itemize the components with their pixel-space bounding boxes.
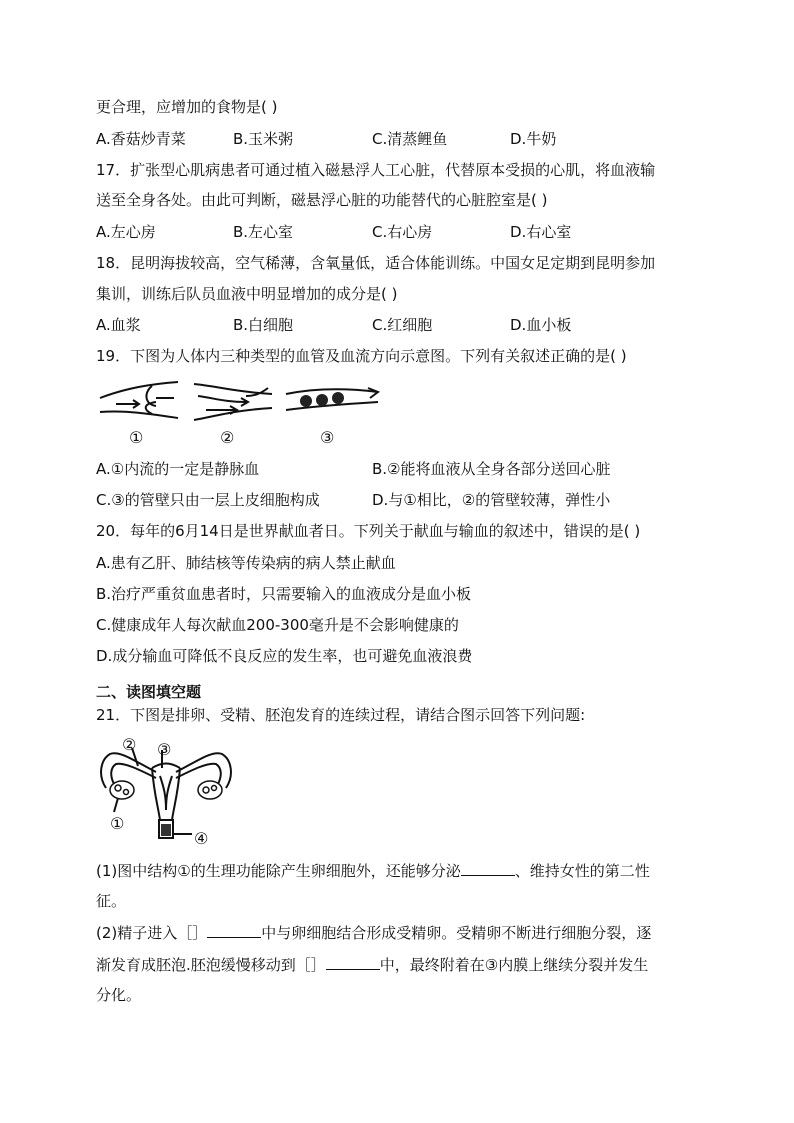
figure-label-4: ④ [194,829,209,848]
figure-label-2: ② [122,735,137,754]
vessel-label-2: ② [220,428,235,447]
q19-option-a: A.①内流的一定是静脉血 [96,460,260,478]
q16-stem: 更合理，应增加的食物是( ) [96,98,278,116]
vessel-3-diagram [286,388,378,410]
ovary-left [110,781,134,799]
vessel-1-diagram [100,382,178,418]
q20-stem: 20．每年的6月14日是世界献血者日。下列关于献血与输血的叙述中，错误的是( ) [96,522,641,540]
vagina-fill [161,824,171,836]
q17-option-c: C.右心房 [372,223,433,241]
q21-part2-text-a: (2)精子进入［］ [96,924,208,942]
figure-label-3: ③ [157,740,172,759]
q16-option-d: D.牛奶 [510,130,557,148]
q21-stem: 21．下图是排卵、受精、胚泡发育的连续过程，请结合图示回答下列问题: [96,706,586,724]
q21-part1-line1 [96,860,650,881]
q17-option-d: D.右心室 [510,223,572,241]
q16-option-a: A.香菇炒青菜 [96,130,186,148]
q21-part2-line3: 分化。 [96,986,142,1004]
q18-option-d: D.血小板 [510,316,572,334]
figure-label-1: ① [110,814,125,833]
q16-option-c: C.清蒸鲤鱼 [372,130,448,148]
q18-option-b: B.白细胞 [233,316,294,334]
q21-part2-text-c: 渐发育成胚泡.胚泡缓慢移动到［］ [96,956,326,974]
answer-blank-2[interactable] [207,922,261,938]
q21-part2-line1 [96,922,651,943]
q19-option-d: D.与①相比，②的管壁较薄，弹性小 [372,491,611,509]
q18-stem-line2: 集训，训练后队员血液中明显增加的成分是( ) [96,285,398,303]
section-title: 二、读图填空题 [96,683,202,701]
vessel-label-3: ③ [320,428,335,447]
q20-option-d: D.成分输血可降低不良反应的发生率，也可避免血液浪费 [96,647,473,665]
q21-part2-text-b: 中与卵细胞结合形成受精卵。受精卵不断进行细胞分裂，逐 [261,924,652,942]
q17-option-a: A.左心房 [96,223,156,241]
answer-blank-3[interactable] [326,954,380,970]
q21-part2-line2 [96,954,648,975]
q20-option-b: B.治疗严重贫血患者时，只需要输入的血液成分是血小板 [96,585,472,603]
q17-option-b: B.左心室 [233,223,294,241]
q17-stem-line2: 送至全身各处。由此可判断，磁悬浮心脏的功能替代的心脏腔室是( ) [96,191,548,209]
q21-part2-text-d: 中，最终附着在③内膜上继续分裂并发生 [379,956,649,974]
q18-option-c: C.红细胞 [372,316,433,334]
q19-stem: 19．下图为人体内三种类型的血管及血流方向示意图。下列有关叙述正确的是( ) [96,347,627,365]
ovary-right [198,781,222,799]
vessel-2-diagram [194,384,272,420]
q19-option-b: B.②能将血液从全身各部分送回心脏 [372,460,611,478]
vessel-label-1: ① [129,428,144,447]
q16-option-b: B.玉米粥 [233,130,294,148]
answer-blank-1[interactable] [461,860,515,876]
q20-option-c: C.健康成年人每次献血200-300毫升是不会影响健康的 [96,616,459,634]
q17-stem-line1: 17．扩张型心肌病患者可通过植入磁悬浮人工心脏，代替原本受损的心肌，将血液输 [96,161,656,179]
q18-option-a: A.血浆 [96,316,141,334]
q19-option-c: C.③的管壁只由一层上皮细胞构成 [96,491,320,509]
q21-part1-text-a: (1)图中结构①的生理功能除产生卵细胞外，还能够分泌 [96,862,461,880]
q18-stem-line1: 18．昆明海拔较高，空气稀薄，含氧量低，适合体能训练。中国女足定期到昆明参加 [96,254,656,272]
q21-part1-text-b: 、维持女性的第二性 [514,862,650,880]
q20-option-a: A.患有乙肝、肺结核等传染病的病人禁止献血 [96,554,396,572]
q21-part1-line2: 征。 [96,892,127,910]
